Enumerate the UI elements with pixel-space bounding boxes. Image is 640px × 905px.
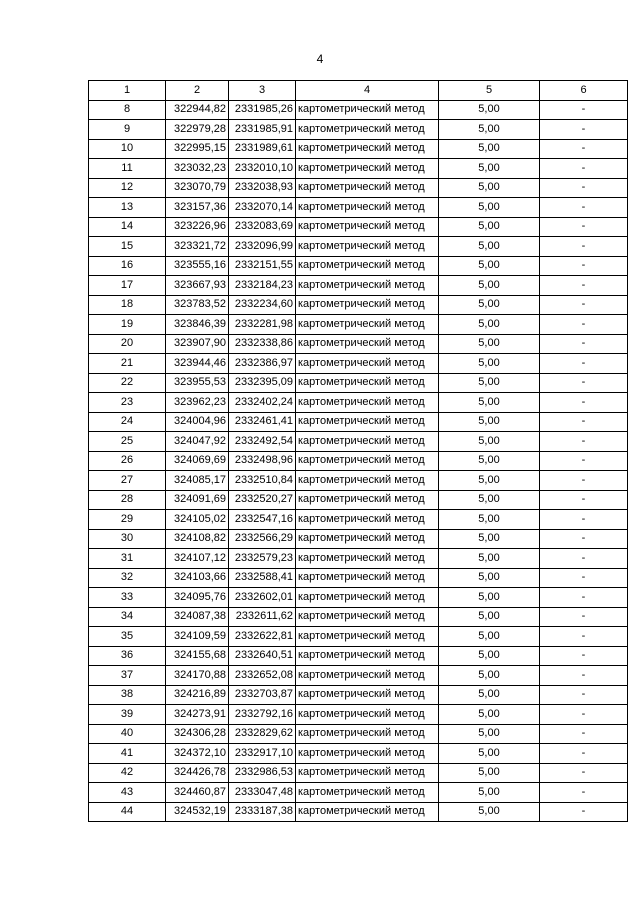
x-coordinate-cell: 323157,36 (166, 198, 229, 218)
method-cell: картометрический метод (296, 471, 439, 491)
note-cell: - (540, 568, 628, 588)
note-cell: - (540, 295, 628, 315)
table-row (89, 159, 628, 179)
note-cell: - (540, 334, 628, 354)
x-coordinate-cell: 324273,91 (166, 705, 229, 725)
table-row (89, 783, 628, 803)
table-row (89, 685, 628, 705)
x-coordinate-cell: 324306,28 (166, 724, 229, 744)
y-coordinate-cell: 2331985,26 (229, 100, 296, 120)
point-number-cell: 10 (89, 139, 166, 159)
accuracy-cell: 5,00 (439, 139, 540, 159)
note-cell: - (540, 744, 628, 764)
method-cell: картометрический метод (296, 783, 439, 803)
accuracy-cell: 5,00 (439, 334, 540, 354)
point-number-cell: 40 (89, 724, 166, 744)
accuracy-cell: 5,00 (439, 237, 540, 257)
point-number-cell: 25 (89, 432, 166, 452)
accuracy-cell: 5,00 (439, 471, 540, 491)
note-cell: - (540, 198, 628, 218)
y-coordinate-cell: 2333047,48 (229, 783, 296, 803)
y-coordinate-cell: 2332234,60 (229, 295, 296, 315)
method-cell: картометрический метод (296, 334, 439, 354)
accuracy-cell: 5,00 (439, 802, 540, 822)
y-coordinate-cell: 2332070,14 (229, 198, 296, 218)
x-coordinate-cell: 323783,52 (166, 295, 229, 315)
table-row (89, 276, 628, 296)
table-row (89, 315, 628, 335)
table-row (89, 588, 628, 608)
table-row (89, 490, 628, 510)
accuracy-cell: 5,00 (439, 627, 540, 647)
point-number-cell: 27 (89, 471, 166, 491)
y-coordinate-cell: 2332151,55 (229, 256, 296, 276)
point-number-cell: 12 (89, 178, 166, 198)
note-cell: - (540, 276, 628, 296)
table-row (89, 763, 628, 783)
method-cell: картометрический метод (296, 354, 439, 374)
point-number-cell: 44 (89, 802, 166, 822)
x-coordinate-cell: 324069,69 (166, 451, 229, 471)
note-cell: - (540, 529, 628, 549)
point-number-cell: 15 (89, 237, 166, 257)
method-cell: картометрический метод (296, 666, 439, 686)
method-cell: картометрический метод (296, 295, 439, 315)
accuracy-cell: 5,00 (439, 724, 540, 744)
note-cell: - (540, 432, 628, 452)
accuracy-cell: 5,00 (439, 295, 540, 315)
point-number-cell: 18 (89, 295, 166, 315)
x-coordinate-cell: 324004,96 (166, 412, 229, 432)
method-cell: картометрический метод (296, 315, 439, 335)
table-row (89, 412, 628, 432)
point-number-cell: 41 (89, 744, 166, 764)
table-row (89, 549, 628, 569)
method-cell: картометрический метод (296, 607, 439, 627)
point-number-cell: 21 (89, 354, 166, 374)
y-coordinate-cell: 2332402,24 (229, 393, 296, 413)
method-cell: картометрический метод (296, 412, 439, 432)
table-row (89, 198, 628, 218)
method-cell: картометрический метод (296, 568, 439, 588)
accuracy-cell: 5,00 (439, 100, 540, 120)
accuracy-cell: 5,00 (439, 568, 540, 588)
note-cell: - (540, 120, 628, 140)
note-cell: - (540, 178, 628, 198)
table-row (89, 451, 628, 471)
accuracy-cell: 5,00 (439, 198, 540, 218)
point-number-cell: 26 (89, 451, 166, 471)
accuracy-cell: 5,00 (439, 763, 540, 783)
table-row (89, 471, 628, 491)
method-cell: картометрический метод (296, 237, 439, 257)
point-number-cell: 9 (89, 120, 166, 140)
accuracy-cell: 5,00 (439, 666, 540, 686)
method-cell: картометрический метод (296, 139, 439, 159)
y-coordinate-cell: 2332038,93 (229, 178, 296, 198)
column-header-6: 6 (540, 81, 628, 101)
y-coordinate-cell: 2332461,41 (229, 412, 296, 432)
note-cell: - (540, 237, 628, 257)
x-coordinate-cell: 322995,15 (166, 139, 229, 159)
accuracy-cell: 5,00 (439, 451, 540, 471)
accuracy-cell: 5,00 (439, 490, 540, 510)
table-row (89, 510, 628, 530)
y-coordinate-cell: 2332010,10 (229, 159, 296, 179)
note-cell: - (540, 627, 628, 647)
accuracy-cell: 5,00 (439, 646, 540, 666)
point-number-cell: 39 (89, 705, 166, 725)
y-coordinate-cell: 2331985,91 (229, 120, 296, 140)
x-coordinate-cell: 323907,90 (166, 334, 229, 354)
y-coordinate-cell: 2332498,96 (229, 451, 296, 471)
method-cell: картометрический метод (296, 100, 439, 120)
column-header-2: 2 (166, 81, 229, 101)
point-number-cell: 8 (89, 100, 166, 120)
method-cell: картометрический метод (296, 705, 439, 725)
y-coordinate-cell: 2332386,97 (229, 354, 296, 374)
table-row (89, 627, 628, 647)
accuracy-cell: 5,00 (439, 783, 540, 803)
method-cell: картометрический метод (296, 744, 439, 764)
x-coordinate-cell: 324103,66 (166, 568, 229, 588)
method-cell: картометрический метод (296, 256, 439, 276)
method-cell: картометрический метод (296, 724, 439, 744)
page-number: 4 (316, 52, 324, 66)
y-coordinate-cell: 2332829,62 (229, 724, 296, 744)
table-row (89, 607, 628, 627)
table-row (89, 178, 628, 198)
point-number-cell: 36 (89, 646, 166, 666)
accuracy-cell: 5,00 (439, 432, 540, 452)
y-coordinate-cell: 2332917,10 (229, 744, 296, 764)
point-number-cell: 35 (89, 627, 166, 647)
y-coordinate-cell: 2332602,01 (229, 588, 296, 608)
point-number-cell: 19 (89, 315, 166, 335)
x-coordinate-cell: 323944,46 (166, 354, 229, 374)
note-cell: - (540, 217, 628, 237)
x-coordinate-cell: 324109,59 (166, 627, 229, 647)
table-row (89, 432, 628, 452)
note-cell: - (540, 588, 628, 608)
note-cell: - (540, 412, 628, 432)
y-coordinate-cell: 2332611,62 (229, 607, 296, 627)
point-number-cell: 37 (89, 666, 166, 686)
y-coordinate-cell: 2332652,08 (229, 666, 296, 686)
y-coordinate-cell: 2332547,16 (229, 510, 296, 530)
accuracy-cell: 5,00 (439, 685, 540, 705)
point-number-cell: 38 (89, 685, 166, 705)
y-coordinate-cell: 2332096,99 (229, 237, 296, 257)
note-cell: - (540, 549, 628, 569)
point-number-cell: 32 (89, 568, 166, 588)
accuracy-cell: 5,00 (439, 393, 540, 413)
y-coordinate-cell: 2332395,09 (229, 373, 296, 393)
x-coordinate-cell: 324460,87 (166, 783, 229, 803)
table-row (89, 100, 628, 120)
y-coordinate-cell: 2332520,27 (229, 490, 296, 510)
y-coordinate-cell: 2333187,38 (229, 802, 296, 822)
note-cell: - (540, 451, 628, 471)
accuracy-cell: 5,00 (439, 354, 540, 374)
point-number-cell: 14 (89, 217, 166, 237)
table-row (89, 724, 628, 744)
accuracy-cell: 5,00 (439, 510, 540, 530)
y-coordinate-cell: 2332281,98 (229, 315, 296, 335)
note-cell: - (540, 159, 628, 179)
method-cell: картометрический метод (296, 276, 439, 296)
accuracy-cell: 5,00 (439, 159, 540, 179)
accuracy-cell: 5,00 (439, 607, 540, 627)
x-coordinate-cell: 323226,96 (166, 217, 229, 237)
method-cell: картометрический метод (296, 588, 439, 608)
x-coordinate-cell: 324108,82 (166, 529, 229, 549)
x-coordinate-cell: 324426,78 (166, 763, 229, 783)
method-cell: картометрический метод (296, 159, 439, 179)
table-row (89, 568, 628, 588)
method-cell: картометрический метод (296, 393, 439, 413)
point-number-cell: 23 (89, 393, 166, 413)
x-coordinate-cell: 324532,19 (166, 802, 229, 822)
table-row (89, 354, 628, 374)
y-coordinate-cell: 2332588,41 (229, 568, 296, 588)
accuracy-cell: 5,00 (439, 744, 540, 764)
x-coordinate-cell: 324047,92 (166, 432, 229, 452)
method-cell: картометрический метод (296, 217, 439, 237)
accuracy-cell: 5,00 (439, 178, 540, 198)
point-number-cell: 22 (89, 373, 166, 393)
table-row (89, 334, 628, 354)
x-coordinate-cell: 324091,69 (166, 490, 229, 510)
y-coordinate-cell: 2332338,86 (229, 334, 296, 354)
method-cell: картометрический метод (296, 685, 439, 705)
x-coordinate-cell: 324170,88 (166, 666, 229, 686)
y-coordinate-cell: 2331989,61 (229, 139, 296, 159)
table-row (89, 295, 628, 315)
point-number-cell: 42 (89, 763, 166, 783)
x-coordinate-cell: 324105,02 (166, 510, 229, 530)
table-row (89, 646, 628, 666)
note-cell: - (540, 607, 628, 627)
point-number-cell: 30 (89, 529, 166, 549)
note-cell: - (540, 139, 628, 159)
method-cell: картометрический метод (296, 178, 439, 198)
method-cell: картометрический метод (296, 763, 439, 783)
point-number-cell: 13 (89, 198, 166, 218)
table-body (89, 100, 628, 822)
table-row (89, 802, 628, 822)
table-row (89, 744, 628, 764)
method-cell: картометрический метод (296, 549, 439, 569)
y-coordinate-cell: 2332184,23 (229, 276, 296, 296)
point-number-cell: 33 (89, 588, 166, 608)
header-row (89, 81, 628, 101)
y-coordinate-cell: 2332703,87 (229, 685, 296, 705)
note-cell: - (540, 100, 628, 120)
y-coordinate-cell: 2332566,29 (229, 529, 296, 549)
note-cell: - (540, 373, 628, 393)
x-coordinate-cell: 324095,76 (166, 588, 229, 608)
x-coordinate-cell: 323667,93 (166, 276, 229, 296)
table-row (89, 139, 628, 159)
accuracy-cell: 5,00 (439, 276, 540, 296)
x-coordinate-cell: 324155,68 (166, 646, 229, 666)
accuracy-cell: 5,00 (439, 588, 540, 608)
note-cell: - (540, 256, 628, 276)
note-cell: - (540, 471, 628, 491)
column-header-4: 4 (296, 81, 439, 101)
point-number-cell: 29 (89, 510, 166, 530)
coordinates-table (88, 80, 628, 822)
table-row (89, 373, 628, 393)
method-cell: картометрический метод (296, 529, 439, 549)
accuracy-cell: 5,00 (439, 705, 540, 725)
y-coordinate-cell: 2332492,54 (229, 432, 296, 452)
y-coordinate-cell: 2332579,23 (229, 549, 296, 569)
method-cell: картометрический метод (296, 802, 439, 822)
note-cell: - (540, 763, 628, 783)
note-cell: - (540, 802, 628, 822)
point-number-cell: 17 (89, 276, 166, 296)
table-row (89, 120, 628, 140)
note-cell: - (540, 315, 628, 335)
x-coordinate-cell: 323070,79 (166, 178, 229, 198)
y-coordinate-cell: 2332640,51 (229, 646, 296, 666)
x-coordinate-cell: 324087,38 (166, 607, 229, 627)
x-coordinate-cell: 324085,17 (166, 471, 229, 491)
accuracy-cell: 5,00 (439, 549, 540, 569)
x-coordinate-cell: 323321,72 (166, 237, 229, 257)
column-header-1: 1 (89, 81, 166, 101)
method-cell: картометрический метод (296, 646, 439, 666)
column-header-5: 5 (439, 81, 540, 101)
table-row (89, 217, 628, 237)
x-coordinate-cell: 323555,16 (166, 256, 229, 276)
accuracy-cell: 5,00 (439, 529, 540, 549)
method-cell: картометрический метод (296, 198, 439, 218)
point-number-cell: 43 (89, 783, 166, 803)
point-number-cell: 31 (89, 549, 166, 569)
note-cell: - (540, 724, 628, 744)
x-coordinate-cell: 323962,23 (166, 393, 229, 413)
table-row (89, 529, 628, 549)
x-coordinate-cell: 324107,12 (166, 549, 229, 569)
note-cell: - (540, 666, 628, 686)
accuracy-cell: 5,00 (439, 373, 540, 393)
note-cell: - (540, 393, 628, 413)
point-number-cell: 16 (89, 256, 166, 276)
table-header (89, 81, 628, 101)
note-cell: - (540, 685, 628, 705)
method-cell: картометрический метод (296, 432, 439, 452)
table-row (89, 237, 628, 257)
note-cell: - (540, 510, 628, 530)
table-row (89, 666, 628, 686)
method-cell: картометрический метод (296, 490, 439, 510)
point-number-cell: 24 (89, 412, 166, 432)
accuracy-cell: 5,00 (439, 120, 540, 140)
method-cell: картометрический метод (296, 627, 439, 647)
point-number-cell: 28 (89, 490, 166, 510)
method-cell: картометрический метод (296, 373, 439, 393)
method-cell: картометрический метод (296, 510, 439, 530)
y-coordinate-cell: 2332510,84 (229, 471, 296, 491)
x-coordinate-cell: 323846,39 (166, 315, 229, 335)
point-number-cell: 11 (89, 159, 166, 179)
point-number-cell: 20 (89, 334, 166, 354)
accuracy-cell: 5,00 (439, 315, 540, 335)
table-row (89, 256, 628, 276)
note-cell: - (540, 705, 628, 725)
method-cell: картометрический метод (296, 120, 439, 140)
y-coordinate-cell: 2332792,16 (229, 705, 296, 725)
table-row (89, 705, 628, 725)
point-number-cell: 34 (89, 607, 166, 627)
accuracy-cell: 5,00 (439, 412, 540, 432)
method-cell: картометрический метод (296, 451, 439, 471)
y-coordinate-cell: 2332083,69 (229, 217, 296, 237)
note-cell: - (540, 783, 628, 803)
x-coordinate-cell: 323032,23 (166, 159, 229, 179)
note-cell: - (540, 646, 628, 666)
x-coordinate-cell: 322944,82 (166, 100, 229, 120)
column-header-3: 3 (229, 81, 296, 101)
y-coordinate-cell: 2332986,53 (229, 763, 296, 783)
accuracy-cell: 5,00 (439, 256, 540, 276)
table-row (89, 393, 628, 413)
note-cell: - (540, 490, 628, 510)
y-coordinate-cell: 2332622,81 (229, 627, 296, 647)
x-coordinate-cell: 324216,89 (166, 685, 229, 705)
x-coordinate-cell: 323955,53 (166, 373, 229, 393)
note-cell: - (540, 354, 628, 374)
x-coordinate-cell: 324372,10 (166, 744, 229, 764)
accuracy-cell: 5,00 (439, 217, 540, 237)
x-coordinate-cell: 322979,28 (166, 120, 229, 140)
